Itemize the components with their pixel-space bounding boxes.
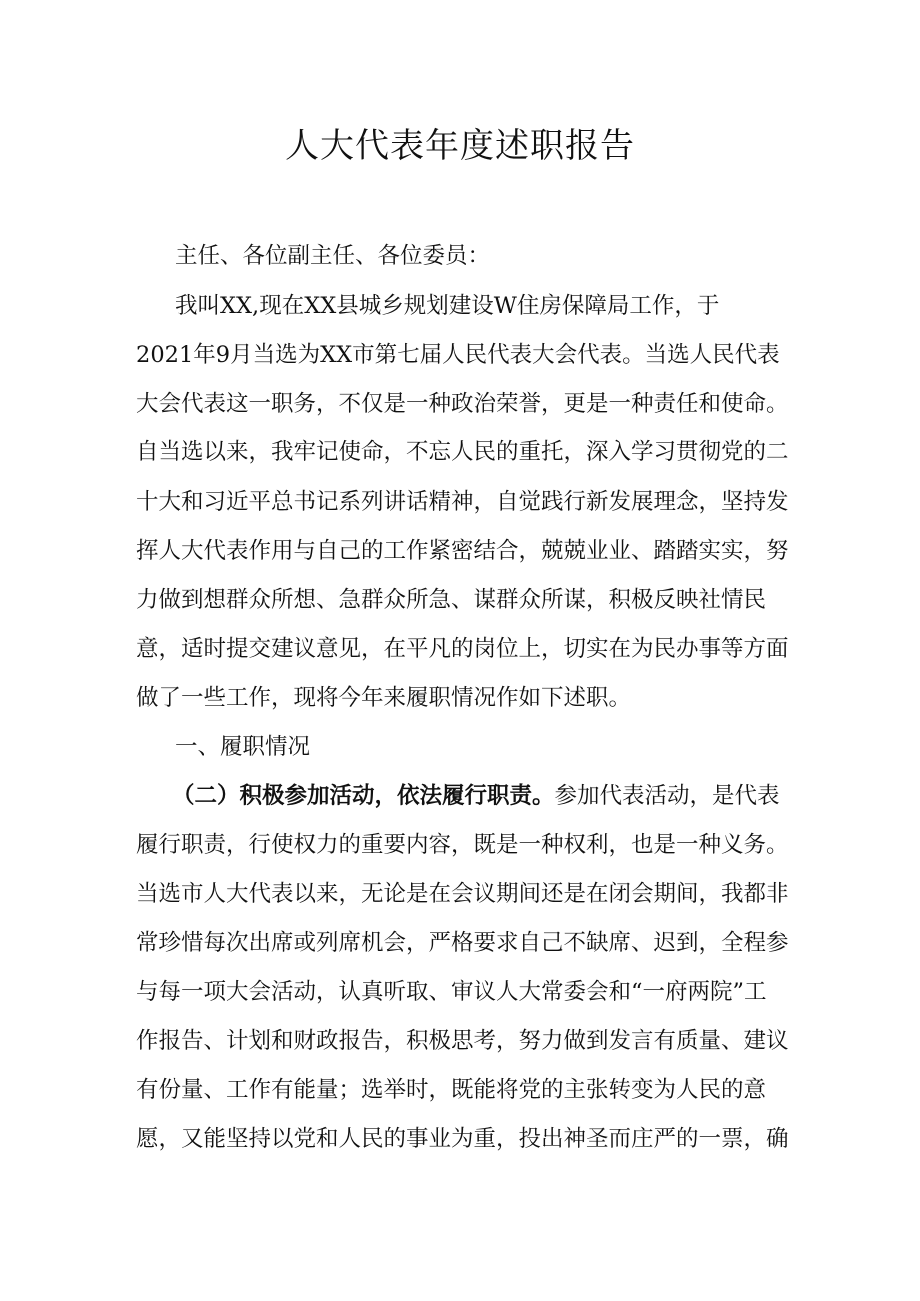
section-heading: 一、履职情况 bbox=[175, 734, 311, 760]
paragraph-line: 与每一项大会活动，认真听取、审议人大常委会和“一府两院”工 bbox=[136, 979, 767, 1005]
subsection-first-line bbox=[172, 780, 780, 812]
paragraph-line: 作报告、计划和财政报告，积极思考，努力做到发言有质量、建议 bbox=[136, 1028, 789, 1054]
paragraph-line: 意，适时提交建议意见，在平凡的岗位上，切实在为民办事等方面 bbox=[136, 636, 789, 662]
paragraph-line: 挥人大代表作用与自己的工作紧密结合，兢兢业业、踏踏实实，努 bbox=[136, 538, 789, 564]
paragraph-line: 常珍惜每次出席或列席机会，严格要求自己不缺席、迟到，全程参 bbox=[136, 930, 789, 956]
paragraph-line: 当选市人大代表以来，无论是在会议期间还是在闭会期间，我都非 bbox=[136, 881, 789, 907]
salutation: 主任、各位副主任、各位委员： bbox=[175, 243, 491, 269]
subsection-heading: （二）积极参加活动，依法履行职责。 bbox=[172, 783, 555, 809]
paragraph-line: 2021年9月当选为XX市第七届人民代表大会代表。当选人民代表 bbox=[136, 342, 780, 368]
paragraph-line: 大会代表这一职务，不仅是一种政治荣誉，更是一种责任和使命。 bbox=[136, 391, 789, 417]
paragraph-line: 我叫XX,现在XX县城乡规划建设W住房保障局工作，于 bbox=[175, 293, 720, 319]
paragraph-line: 力做到想群众所想、急群众所急、谋群众所谋，积极反映社情民 bbox=[136, 587, 767, 613]
paragraph-line: 自当选以来，我牢记使命，不忘人民的重托，深入学习贯彻党的二 bbox=[136, 439, 789, 465]
document-title: 人大代表年度述职报告 bbox=[285, 126, 635, 166]
paragraph-line: 做了一些工作，现将今年来履职情况作如下述职。 bbox=[136, 685, 632, 711]
paragraph-line: 愿，又能坚持以党和人民的事业为重，投出神圣而庄严的一票，确 bbox=[136, 1126, 789, 1152]
paragraph-line: 履行职责，行使权力的重要内容，既是一种权利，也是一种义务。 bbox=[136, 832, 789, 858]
subsection-text: 参加代表活动，是代表 bbox=[554, 783, 780, 809]
paragraph-line: 有份量、工作有能量；选举时，既能将党的主张转变为人民的意 bbox=[136, 1077, 767, 1103]
paragraph-line: 十大和习近平总书记系列讲话精神，自觉践行新发展理念，坚持发 bbox=[136, 489, 789, 515]
